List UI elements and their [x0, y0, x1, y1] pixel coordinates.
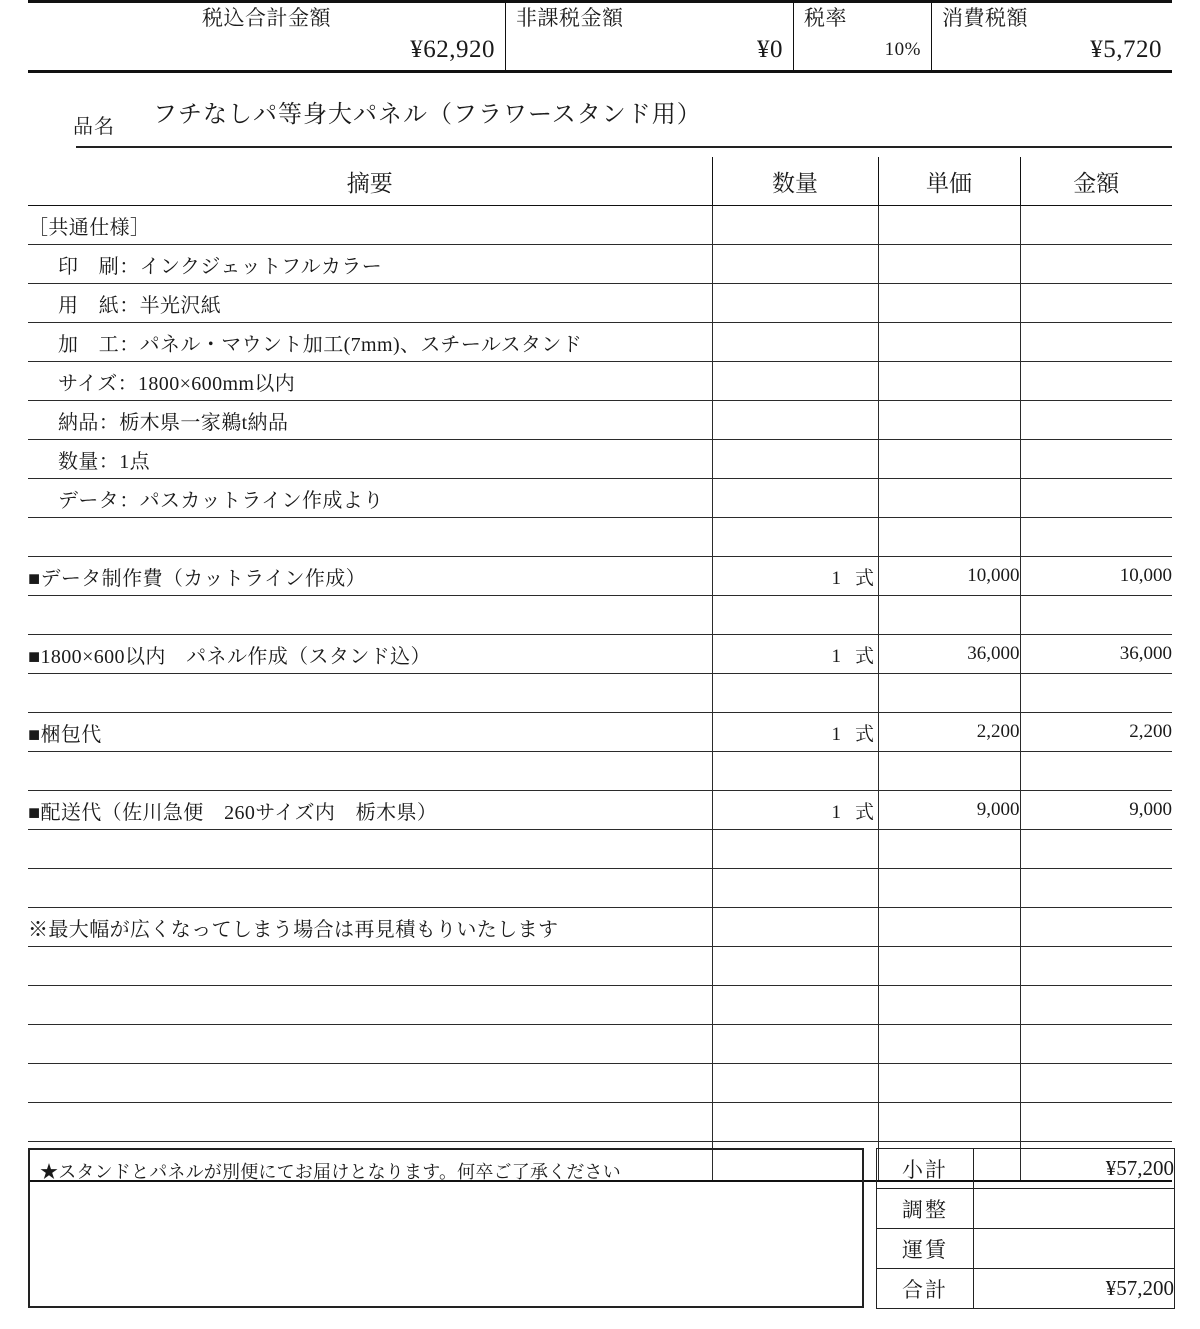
totals-value: ¥57,200	[974, 1269, 1175, 1309]
row-unit-price	[878, 479, 1020, 518]
row-unit-price	[878, 908, 1020, 947]
table-row	[28, 323, 1172, 362]
row-quantity	[712, 401, 878, 440]
summary-total-value: ¥62,920	[410, 36, 495, 63]
summary-tax-label: 消費税額	[942, 6, 1028, 30]
row-unit-price	[878, 284, 1020, 323]
totals-box	[876, 1148, 1172, 1308]
row-description: 加 工：パネル・マウント加工(7mm)、スチールスタンド	[28, 323, 712, 362]
table-row	[28, 401, 1172, 440]
row-description	[28, 674, 712, 713]
row-description	[28, 518, 712, 557]
totals-row	[877, 1269, 1175, 1309]
row-amount	[1020, 908, 1172, 947]
line-items-table	[28, 157, 1172, 1182]
row-quantity	[712, 635, 878, 674]
row-amount	[1020, 752, 1172, 791]
row-quantity	[712, 479, 878, 518]
row-quantity-number: 1	[831, 645, 841, 667]
row-description	[28, 830, 712, 869]
totals-value	[974, 1189, 1175, 1229]
row-quantity	[712, 752, 878, 791]
row-quantity	[712, 674, 878, 713]
totals-row	[877, 1189, 1175, 1229]
item-name-value: フチなしパ等身大パネル（フラワースタンド用）	[153, 102, 702, 128]
row-unit-price	[878, 245, 1020, 284]
table-row	[28, 908, 1172, 947]
row-quantity	[712, 1064, 878, 1103]
row-unit-price	[878, 518, 1020, 557]
row-unit-price	[878, 323, 1020, 362]
summary-rate-label: 税率	[804, 6, 847, 30]
row-quantity-unit: 式	[855, 801, 875, 823]
line-items-table-wrap	[28, 157, 1172, 1182]
table-row	[28, 986, 1172, 1025]
row-amount	[1020, 1103, 1172, 1142]
row-amount	[1020, 830, 1172, 869]
totals-label: 運賃	[877, 1229, 974, 1269]
summary-rate-value: 10%	[884, 39, 921, 60]
row-description: ［共通仕様］	[28, 206, 712, 245]
row-quantity	[712, 245, 878, 284]
row-amount: 2,200	[1020, 713, 1172, 752]
row-quantity	[712, 518, 878, 557]
row-quantity	[712, 869, 878, 908]
summary-tax-value: ¥5,720	[1090, 36, 1162, 63]
row-quantity	[712, 1103, 878, 1142]
row-amount	[1020, 518, 1172, 557]
row-quantity	[712, 284, 878, 323]
header-amount: 金額	[1020, 157, 1172, 206]
table-header-row	[28, 157, 1172, 206]
row-unit-price	[878, 362, 1020, 401]
table-row	[28, 1064, 1172, 1103]
row-description	[28, 947, 712, 986]
totals-label: 調整	[877, 1189, 974, 1229]
row-amount	[1020, 1064, 1172, 1103]
row-amount	[1020, 440, 1172, 479]
table-row	[28, 1025, 1172, 1064]
row-quantity	[712, 206, 878, 245]
row-quantity	[712, 557, 878, 596]
row-quantity	[712, 713, 878, 752]
row-description	[28, 1103, 712, 1142]
row-unit-price	[878, 1064, 1020, 1103]
row-unit-price	[878, 947, 1020, 986]
row-description: 納品：栃木県一家鵜t納品	[28, 401, 712, 440]
row-unit-price	[878, 869, 1020, 908]
row-quantity-number: 1	[831, 723, 841, 745]
totals-label: 合計	[877, 1269, 974, 1309]
row-quantity	[712, 791, 878, 830]
item-name-label: 品名	[73, 116, 115, 138]
row-quantity-number: 1	[831, 801, 841, 823]
row-description: ※最大幅が広くなってしまう場合は再見積もりいたします	[28, 908, 712, 947]
row-amount: 9,000	[1020, 791, 1172, 830]
table-row	[28, 362, 1172, 401]
row-unit-price	[878, 1103, 1020, 1142]
row-unit-price: 36,000	[878, 635, 1020, 674]
summary-band	[28, 3, 1172, 73]
row-quantity-unit: 式	[855, 567, 875, 589]
row-quantity	[712, 596, 878, 635]
row-amount	[1020, 986, 1172, 1025]
row-description	[28, 986, 712, 1025]
header-unit: 単価	[878, 157, 1020, 206]
row-quantity	[712, 908, 878, 947]
table-row	[28, 245, 1172, 284]
row-description	[28, 1025, 712, 1064]
row-amount: 10,000	[1020, 557, 1172, 596]
summary-nontax-value: ¥0	[757, 36, 783, 63]
row-unit-price	[878, 401, 1020, 440]
row-description	[28, 596, 712, 635]
table-row	[28, 284, 1172, 323]
row-description	[28, 1064, 712, 1103]
row-unit-price	[878, 206, 1020, 245]
item-name-underline	[76, 146, 1172, 148]
row-description	[28, 752, 712, 791]
row-amount	[1020, 869, 1172, 908]
table-row	[28, 635, 1172, 674]
row-amount	[1020, 245, 1172, 284]
row-quantity	[712, 947, 878, 986]
row-unit-price: 10,000	[878, 557, 1020, 596]
row-quantity	[712, 323, 878, 362]
summary-nontax-cell	[506, 3, 794, 70]
table-row	[28, 557, 1172, 596]
table-row	[28, 1103, 1172, 1142]
row-quantity	[712, 986, 878, 1025]
summary-total-cell	[28, 3, 506, 70]
item-name-row	[28, 88, 1172, 150]
row-description: 数量：1点	[28, 440, 712, 479]
row-amount	[1020, 674, 1172, 713]
table-row	[28, 674, 1172, 713]
header-desc: 摘要	[28, 157, 712, 206]
table-row	[28, 752, 1172, 791]
row-description	[28, 869, 712, 908]
row-amount	[1020, 401, 1172, 440]
table-row	[28, 947, 1172, 986]
row-unit-price	[878, 674, 1020, 713]
totals-table	[876, 1148, 1175, 1309]
row-unit-price	[878, 596, 1020, 635]
row-description: ■データ制作費（カットライン作成）	[28, 557, 712, 596]
row-amount	[1020, 479, 1172, 518]
row-description: ■梱包代	[28, 713, 712, 752]
row-quantity	[712, 440, 878, 479]
table-row	[28, 869, 1172, 908]
totals-value	[974, 1229, 1175, 1269]
row-quantity-unit: 式	[855, 645, 875, 667]
table-row	[28, 518, 1172, 557]
row-description: 印 刷：インクジェットフルカラー	[28, 245, 712, 284]
row-quantity	[712, 362, 878, 401]
summary-nontax-label: 非課税金額	[516, 6, 624, 30]
row-description: データ：パスカットライン作成より	[28, 479, 712, 518]
row-quantity	[712, 1025, 878, 1064]
row-unit-price: 2,200	[878, 713, 1020, 752]
totals-row	[877, 1149, 1175, 1189]
row-description: ■配送代（佐川急便 260サイズ内 栃木県）	[28, 791, 712, 830]
row-amount: 36,000	[1020, 635, 1172, 674]
row-amount	[1020, 284, 1172, 323]
row-description: サイズ：1800×600mm以内	[28, 362, 712, 401]
row-amount	[1020, 947, 1172, 986]
totals-value: ¥57,200	[974, 1149, 1175, 1189]
row-amount	[1020, 362, 1172, 401]
totals-row	[877, 1229, 1175, 1269]
row-unit-price	[878, 440, 1020, 479]
row-quantity-number: 1	[831, 567, 841, 589]
summary-tax-cell	[932, 3, 1172, 70]
row-description: ■1800×600以内 パネル作成（スタンド込）	[28, 635, 712, 674]
table-row	[28, 479, 1172, 518]
row-unit-price	[878, 986, 1020, 1025]
table-row	[28, 791, 1172, 830]
row-amount	[1020, 596, 1172, 635]
row-unit-price	[878, 752, 1020, 791]
summary-rate-cell	[794, 3, 932, 70]
header-qty: 数量	[712, 157, 878, 206]
table-row	[28, 596, 1172, 635]
row-amount	[1020, 206, 1172, 245]
bottom-area	[28, 1148, 1172, 1308]
summary-total-label: 税込合計金額	[202, 6, 331, 30]
table-row	[28, 440, 1172, 479]
row-unit-price	[878, 830, 1020, 869]
note-box: ★スタンドとパネルが別便にてお届けとなります。何卒ご了承ください	[28, 1148, 864, 1308]
row-quantity-unit: 式	[855, 723, 875, 745]
row-unit-price: 9,000	[878, 791, 1020, 830]
table-row	[28, 713, 1172, 752]
row-amount	[1020, 323, 1172, 362]
totals-label: 小計	[877, 1149, 974, 1189]
row-unit-price	[878, 1025, 1020, 1064]
row-amount	[1020, 1025, 1172, 1064]
row-description: 用 紙：半光沢紙	[28, 284, 712, 323]
table-row	[28, 830, 1172, 869]
table-body	[28, 206, 1172, 1182]
row-quantity	[712, 830, 878, 869]
table-row	[28, 206, 1172, 245]
